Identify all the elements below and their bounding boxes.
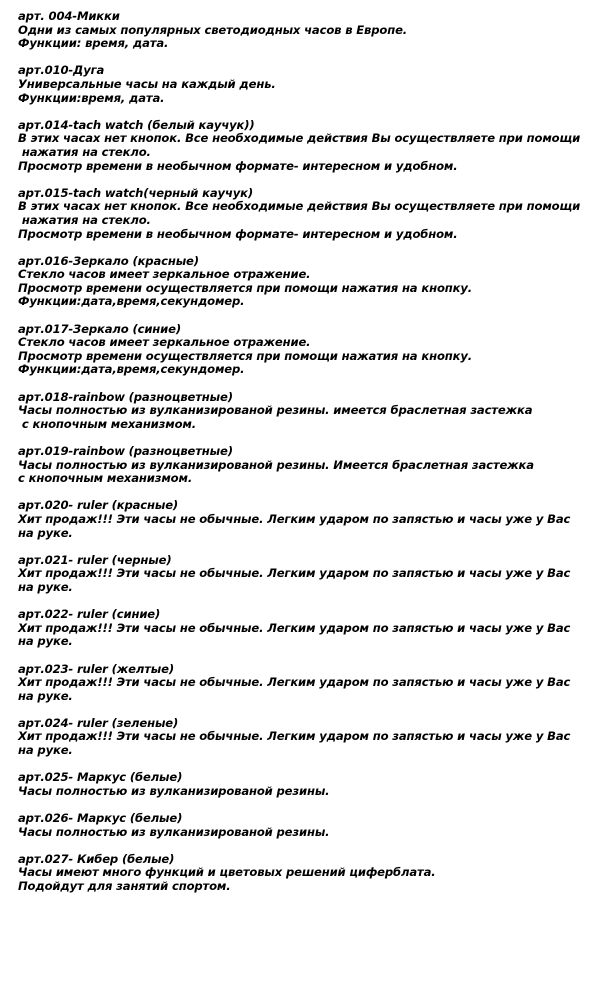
entry-text: Одни из самых популярных светодиодных часов в Европе.	[18, 22, 408, 37]
entry-title: арт.016-Зеркало (красные)	[18, 253, 199, 268]
catalog-entry	[18, 812, 594, 839]
entry-title: арт.027- Кибер (белые)	[18, 851, 175, 866]
catalog-entry	[18, 119, 594, 173]
entry-text: на руке.	[18, 579, 73, 594]
entry-title: арт.017-Зеркало (синие)	[18, 321, 181, 336]
catalog-entry	[18, 255, 594, 309]
entry-title: арт.021- ruler (черные)	[18, 552, 172, 567]
catalog-entry	[18, 10, 594, 51]
catalog-entry	[18, 853, 594, 894]
entry-text: В этих часах нет кнопок. Все необходимые действия Вы осуществляете при помощи	[18, 131, 581, 146]
entry-text: на руке.	[18, 525, 73, 540]
entry-title: арт.018-rainbow (разноцветные)	[18, 389, 233, 404]
entry-title: арт.025- Маркус (белые)	[18, 770, 183, 785]
entry-text: Хит продаж!!! Эти часы не обычные. Легким ударом по запястью и часы уже у Вас	[18, 566, 571, 581]
catalog-entry	[18, 445, 594, 486]
entry-text: Часы полностью из вулканизированой резины.	[18, 824, 330, 839]
entry-text: Подойдут для занятий спортом.	[18, 879, 231, 893]
entry-title: арт.014-tach watch (белый каучук))	[18, 117, 255, 132]
entry-text: Часы имеют много функций и цветовых решений циферблата.	[18, 865, 436, 880]
catalog-entry	[18, 717, 594, 758]
entry-title: арт. 004-Микки	[18, 9, 120, 23]
entry-title: арт.024- ruler (зеленые)	[18, 715, 179, 730]
entry-text: Функции:время, дата.	[18, 90, 165, 105]
catalog-entry	[18, 64, 594, 105]
product-catalog	[18, 10, 594, 907]
entry-text: нажатия на стекло.	[18, 212, 151, 227]
entry-text: Функции:дата,время,секундомер.	[18, 294, 245, 309]
entry-text: Просмотр времени осуществляется при помощи нажатия на кнопку.	[18, 348, 473, 363]
entry-text: Просмотр времени в необычном формате- интересном и удобном.	[18, 226, 458, 241]
catalog-entry	[18, 554, 594, 595]
entry-text: Хит продаж!!! Эти часы не обычные. Легким ударом по запястью и часы уже у Вас	[18, 675, 571, 690]
entry-text: Просмотр времени в необычном формате- интересном и удобном.	[18, 158, 458, 173]
entry-title: арт.019-rainbow (разноцветные)	[18, 444, 233, 458]
entry-text: нажатия на стекло.	[18, 144, 151, 159]
catalog-entry	[18, 771, 594, 798]
catalog-entry	[18, 323, 594, 377]
entry-text: Часы полностью из вулканизированой резины. Имеется браслетная застежка	[18, 457, 534, 472]
catalog-entry	[18, 608, 594, 649]
entry-title: арт.023- ruler (желтые)	[18, 661, 174, 676]
entry-text: на руке.	[18, 688, 73, 703]
entry-text: с кнопочным механизмом.	[18, 471, 193, 486]
entry-title: арт.026- Маркус (белые)	[18, 811, 183, 826]
entry-title: арт.010-Дуга	[18, 63, 105, 78]
catalog-entry	[18, 499, 594, 540]
entry-text: В этих часах нет кнопок. Все необходимые действия Вы осуществляете при помощи	[18, 199, 581, 214]
entry-title: арт.020- ruler (красные)	[18, 498, 179, 513]
entry-text: Функции: время, дата.	[18, 36, 169, 51]
entry-text: Просмотр времени осуществляется при помощи нажатия на кнопку.	[18, 280, 473, 295]
catalog-entry	[18, 187, 594, 241]
entry-text: Функции:дата,время,секундомер.	[18, 362, 245, 377]
entry-text: Хит продаж!!! Эти часы не обычные. Легким ударом по запястью и часы уже у Вас	[18, 511, 571, 526]
entry-text: на руке.	[18, 743, 73, 758]
entry-title: арт.022- ruler (синие)	[18, 607, 161, 622]
entry-text: Универсальные часы на каждый день.	[18, 76, 276, 91]
entry-text: Часы полностью из вулканизированой резины.	[18, 783, 330, 798]
entry-text: Стекло часов имеет зеркальное отражение.	[18, 335, 311, 350]
entry-text: Хит продаж!!! Эти часы не обычные. Легким ударом по запястью и часы уже у Вас	[18, 620, 571, 635]
entry-text: Стекло часов имеет зеркальное отражение.	[18, 267, 311, 282]
catalog-entry	[18, 663, 594, 704]
entry-text: Хит продаж!!! Эти часы не обычные. Легким ударом по запястью и часы уже у Вас	[18, 729, 571, 744]
entry-title: арт.015-tach watch(черный каучук)	[18, 185, 254, 200]
catalog-entry	[18, 391, 594, 432]
entry-text: с кнопочным механизмом.	[18, 416, 196, 431]
entry-text: Часы полностью из вулканизированой резины. имеется браслетная застежка	[18, 403, 533, 418]
entry-text: на руке.	[18, 634, 73, 649]
